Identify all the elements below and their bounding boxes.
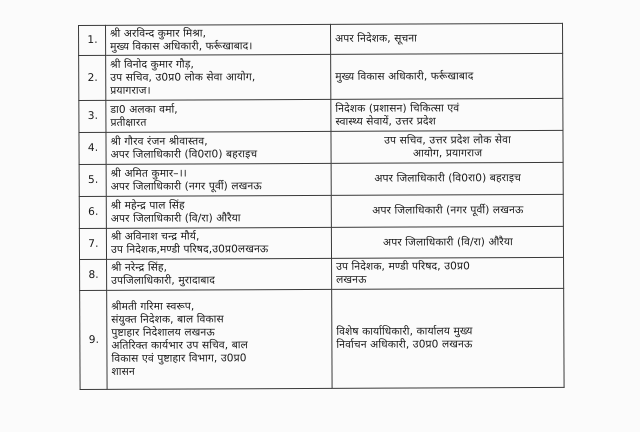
serial-number: 8. xyxy=(80,259,107,290)
new-post-text: विशेष कार्याधिकारी, कार्यालय मुख्य xyxy=(336,325,473,338)
new-post xyxy=(332,288,564,388)
new-post-text: मुख्य विकास अधिकारी, फर्रूखाबाद xyxy=(335,69,474,83)
new-post-text: अपर जिलाधिकारी (वि0रा0) बहराइच xyxy=(374,172,522,185)
additional-charge: शासन xyxy=(111,365,135,378)
transfer-table xyxy=(78,23,565,390)
table-row xyxy=(80,257,564,290)
serial-number: 1. xyxy=(79,25,106,55)
current-post: उपजिलाधिकारी, मुरादाबाद xyxy=(111,274,216,287)
table-row xyxy=(79,226,563,259)
new-post-text: अपर जिलाधिकारी (नगर पूर्वी) लखनऊ xyxy=(372,204,524,217)
table-row xyxy=(79,53,563,100)
serial-number: 4. xyxy=(79,132,106,164)
officer-current-post xyxy=(107,258,332,290)
officer-current-post xyxy=(106,54,331,100)
serial-number: 7. xyxy=(79,228,106,259)
current-post: पुष्टाहार निदेशालय लखनऊ xyxy=(111,326,215,339)
current-post: प्रयागराज। xyxy=(110,84,151,97)
new-post xyxy=(331,98,563,131)
new-post xyxy=(331,226,563,258)
new-post-text: उप सचिव, उत्तर प्रदेश लोक सेवा xyxy=(384,133,511,147)
officer-current-post xyxy=(106,195,331,228)
officer-current-post xyxy=(106,24,331,55)
officer-name: श्री अविनाश चन्द्र मौर्य, xyxy=(110,230,200,243)
current-post: उप निदेशक,मण्डी परिषद,उ0प्र0लखनऊ xyxy=(110,243,269,256)
new-post-text: निदेशक (प्रशासन) चिकित्सा एवं xyxy=(335,101,460,115)
new-post xyxy=(331,194,563,227)
additional-charge: अतिरिक्त कार्यभार उप सचिव, बाल xyxy=(111,339,248,352)
officer-name: श्री विनोद कुमार गौड़, xyxy=(110,57,195,71)
new-post-text: स्वास्थ्य सेवायें, उत्तर प्रदेश xyxy=(335,114,436,128)
new-post-text: अपर निदेशक, सूचना xyxy=(335,32,418,45)
table-row xyxy=(79,194,563,228)
serial-number: 2. xyxy=(79,55,106,100)
officer-current-post xyxy=(107,289,332,389)
current-post: मुख्य विकास अधिकारी, फर्रूखाबाद। xyxy=(110,39,253,53)
officer-current-post xyxy=(106,131,331,164)
table-row xyxy=(79,98,563,132)
new-post xyxy=(331,162,563,195)
officer-name: श्री महेन्द्र पाल सिंह xyxy=(110,199,185,212)
serial-number: 3. xyxy=(79,100,106,132)
table-row xyxy=(79,23,563,55)
officer-name: श्री अरविन्द कुमार मिश्रा, xyxy=(110,26,207,40)
new-post-text: लखनऊ xyxy=(336,273,367,286)
officer-current-post xyxy=(106,227,331,259)
officer-name: श्रीमती गरिमा स्वरूप, xyxy=(111,300,195,313)
table-row xyxy=(79,130,563,164)
officer-current-post xyxy=(106,163,331,196)
current-post: प्रतीक्षारत xyxy=(110,116,147,129)
current-post: अपर जिलाधिकारी (वि0रा0) बहराइच xyxy=(110,147,258,161)
new-post xyxy=(331,130,563,163)
new-post-text: उप निदेशक, मण्डी परिषद, उ0प्र0 xyxy=(336,260,470,273)
current-post: अपर जिलाधिकारी (नगर पूर्वी) लखनऊ xyxy=(110,179,262,193)
serial-number: 5. xyxy=(79,164,106,196)
new-post-text: आयोग, प्रयागराज xyxy=(412,146,483,160)
serial-number: 6. xyxy=(79,196,106,228)
current-post: उप सचिव, उ0प्र0 लोक सेवा आयोग, xyxy=(110,70,256,84)
officer-current-post xyxy=(106,99,331,132)
current-post: अपर जिलाधिकारी (वि/रा) औरैया xyxy=(110,211,241,225)
current-post: संयुक्त निदेशक, बाल विकास xyxy=(111,313,224,326)
table-row xyxy=(80,288,564,389)
table-row xyxy=(79,162,563,196)
officer-name: श्री गौरव रंजन श्रीवास्तव, xyxy=(110,134,208,148)
additional-charge: विकास एवं पुष्टाहार विभाग, उ0प्र0 xyxy=(111,352,247,365)
serial-number: 9. xyxy=(80,290,107,389)
new-post-text: निर्वाचन अधिकारी, उ0प्र0 लखनऊ xyxy=(336,338,473,351)
new-post xyxy=(332,257,564,289)
officer-name: डा0 अलका वर्मा, xyxy=(110,103,178,116)
new-post xyxy=(330,23,562,54)
officer-name: श्री नरेन्द्र सिंह, xyxy=(111,261,168,274)
officer-name: श्री अमित कुमार–।। xyxy=(110,167,187,180)
new-post xyxy=(331,53,563,99)
new-post-text: अपर जिलाधिकारी (वि/रा) औरैया xyxy=(383,235,513,249)
